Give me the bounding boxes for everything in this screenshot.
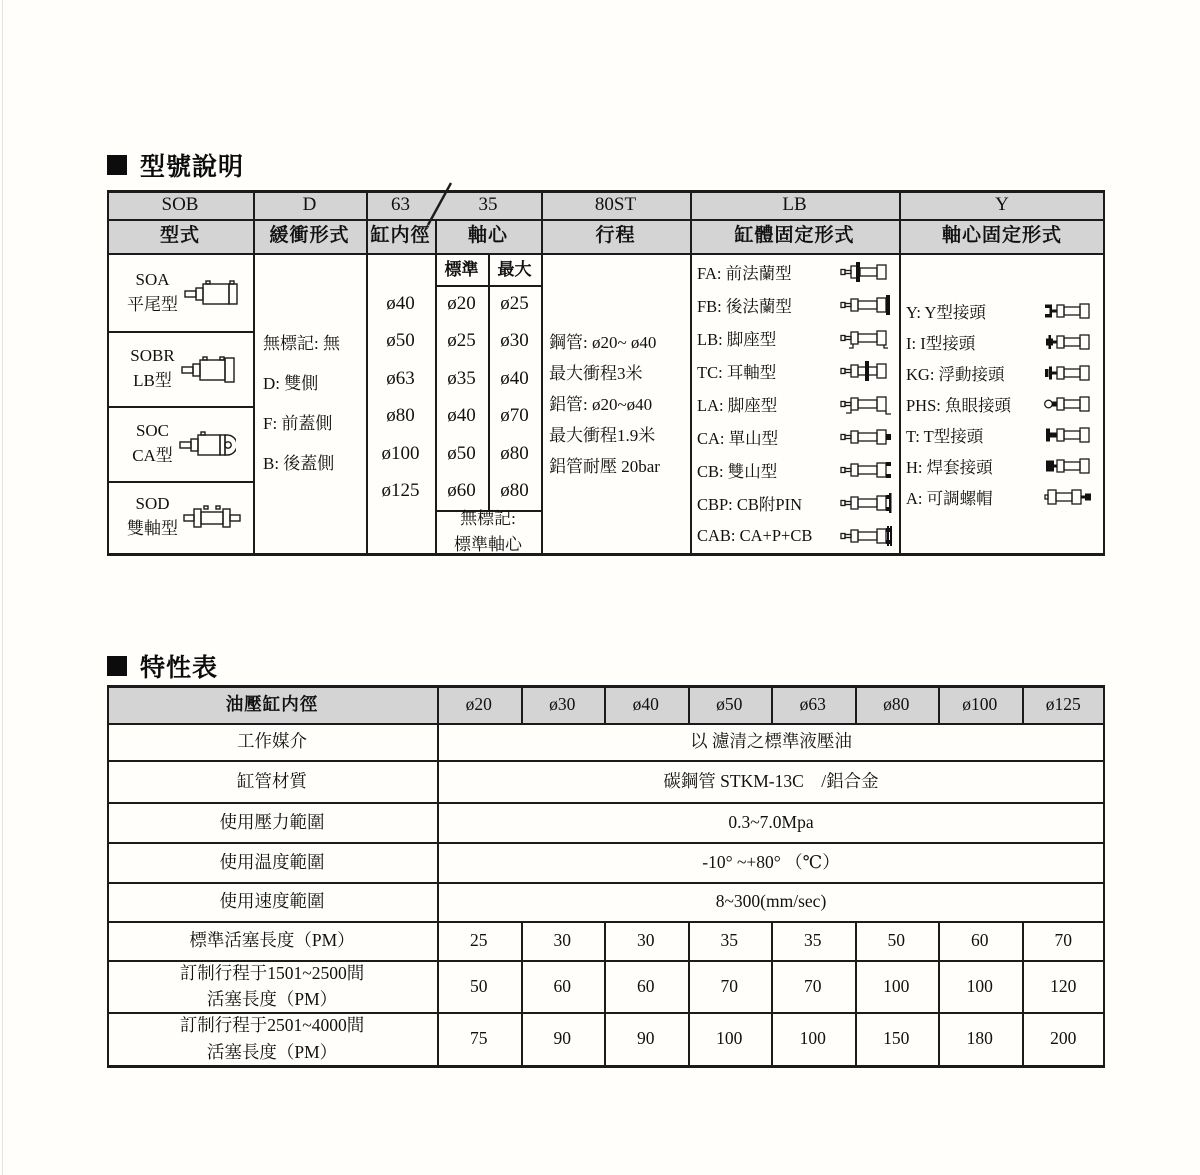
header-body-mount: 缸體固定形式 (734, 225, 855, 247)
spec-cell: 70 (804, 975, 822, 996)
body-mount-label: TC: 耳軸型 (697, 362, 777, 382)
type-row-sod (107, 481, 261, 553)
cb-double-clevis-icon (840, 458, 892, 482)
black-square-bullet-icon (107, 155, 127, 175)
shaft-standard-value: ø25 (447, 330, 476, 352)
rod-mount-label: Y: Y型接頭 (906, 303, 986, 322)
spec-row-label: 使用壓力範圍 (219, 811, 325, 832)
section-title-text: 特性表 (140, 654, 219, 682)
rod-mount-label: H: 焊套接頭 (906, 458, 993, 477)
rod-mount-row (899, 451, 1103, 482)
spec-row-value: 以 濾清之標準液壓油 (690, 731, 852, 752)
model-section-title (107, 147, 244, 183)
shaft-max-list (488, 285, 541, 510)
h-weld-sleeve-icon (1044, 454, 1096, 478)
body-mount-label: CAB: CA+P+CB (697, 526, 813, 546)
rod-mount-label: A: 可調螺帽 (906, 489, 993, 508)
spec-bore-col: ø63 (799, 693, 826, 714)
spec-bore-col: ø20 (465, 693, 492, 714)
spec-cell: 90 (637, 1028, 655, 1049)
shaft-note (435, 510, 541, 553)
spec-row-label: 缸管材質 (237, 770, 307, 791)
stroke-line: 鋁管耐壓 20bar (549, 456, 660, 476)
table-border (107, 553, 1105, 556)
header-cushion: 緩衝形式 (269, 225, 350, 247)
rod-mount-label: T: T型接頭 (906, 427, 984, 446)
shaft-max-header: 最大 (497, 260, 532, 280)
spec-row-value: 碳鋼管 STKM-13C /鋁合金 (663, 770, 879, 791)
la-foot-mount-icon (840, 392, 892, 416)
t-joint-icon (1044, 423, 1096, 447)
shaft-max-value: ø80 (500, 442, 529, 464)
tc-trunnion-icon (840, 359, 892, 383)
type-name: LB型 (133, 370, 172, 390)
cbp-clevis-pin-icon (840, 491, 892, 515)
rod-mount-label: PHS: 魚眼接頭 (906, 396, 1011, 415)
bore-size-list (366, 285, 435, 510)
shaft-standard-header: 標準 (444, 260, 479, 280)
spec-cell: 60 (637, 975, 655, 996)
i-joint-icon (1044, 330, 1096, 354)
spec-section-title (107, 648, 218, 684)
a-adjust-nut-icon (1044, 485, 1096, 509)
spec-cell: 180 (966, 1028, 993, 1049)
code-lb: LB (782, 193, 807, 215)
spec-row-label-line2: 活塞長度（PM） (206, 1041, 338, 1062)
spec-row-label: 使用速度範圍 (219, 891, 325, 912)
body-mount-row (690, 454, 899, 487)
type-row-soa (107, 255, 261, 331)
type-name: 平尾型 (127, 295, 178, 314)
type-name: CA型 (132, 445, 173, 465)
rod-mount-row (899, 482, 1103, 513)
stroke-line: 鋼管: ø20~ ø40 (549, 332, 657, 352)
bore-size: ø50 (386, 330, 415, 352)
model-number-table (107, 190, 1105, 556)
code-y: Y (995, 193, 1009, 215)
type-code: SOD (135, 494, 170, 514)
spec-row-label: 使用温度範圍 (219, 851, 325, 872)
header-bore: 缸内徑 (370, 225, 431, 247)
header-rod-mount: 軸心固定形式 (941, 225, 1062, 247)
stroke-line: 最大衝程1.9米 (549, 425, 656, 445)
code-80st: 80ST (594, 193, 637, 215)
body-mount-label: LA: 脚座型 (697, 395, 778, 415)
rod-mount-row (899, 327, 1103, 358)
spec-row-label-line1: 訂制行程于1501~2500間 (179, 962, 365, 983)
rod-mount-row (899, 358, 1103, 389)
stroke-info (541, 255, 690, 553)
shaft-note-line2: 標準軸心 (454, 534, 522, 554)
body-mount-label: CB: 雙山型 (697, 462, 778, 482)
code-sob: SOB (161, 193, 199, 215)
cushion-option: D: 雙側 (263, 374, 319, 393)
cushion-options (253, 255, 366, 553)
phs-fisheye-joint-icon (1044, 392, 1096, 416)
spec-row-label (107, 960, 437, 1012)
stroke-line: 鋁管: ø20~ø40 (549, 394, 653, 414)
code-35: 35 (478, 193, 498, 215)
spec-cell: 50 (470, 975, 488, 996)
bore-size: ø100 (381, 442, 420, 464)
soc-cylinder-icon (178, 428, 236, 460)
spec-row-value: -10° ~+80° （℃） (702, 851, 840, 872)
page-edge-line (2, 0, 3, 1175)
shaft-note-line1: 無標記: (460, 509, 516, 528)
spec-cell: 35 (720, 930, 738, 951)
rod-mount-row (899, 296, 1103, 327)
table-border (107, 1065, 1105, 1068)
rod-mount-row (899, 420, 1103, 451)
bore-size: ø40 (386, 292, 415, 314)
bore-size: ø125 (381, 480, 420, 502)
y-joint-icon (1044, 299, 1096, 323)
spec-cell: 100 (716, 1028, 743, 1049)
body-mount-label: CA: 單山型 (697, 429, 779, 449)
stroke-line: 最大衝程3米 (549, 363, 643, 383)
shaft-standard-value: ø60 (447, 480, 476, 502)
shaft-standard-value: ø50 (447, 442, 476, 464)
type-code: SOC (135, 420, 170, 440)
spec-bore-col: ø50 (716, 693, 743, 714)
spec-cell: 35 (804, 930, 822, 951)
body-mount-label: LB: 脚座型 (697, 329, 777, 349)
spec-cell: 25 (470, 930, 488, 951)
rod-mount-label: I: I型接頭 (906, 334, 976, 353)
spec-cell: 30 (553, 930, 571, 951)
body-mount-label: CBP: CB附PIN (697, 495, 802, 515)
sobr-cylinder-icon (180, 353, 238, 385)
body-mount-row (690, 321, 899, 354)
spec-cell: 200 (1050, 1028, 1077, 1049)
type-row-sobr (107, 331, 261, 406)
bore-size: ø63 (386, 367, 415, 389)
spec-row-label: 標準活塞長度（PM） (189, 930, 355, 951)
spec-row-label (107, 1012, 437, 1065)
spec-bore-col: ø40 (632, 693, 659, 714)
type-name: 雙軸型 (127, 519, 178, 538)
spec-cell: 100 (966, 975, 993, 996)
soa-cylinder-icon (183, 277, 241, 309)
spec-cell: 70 (720, 975, 738, 996)
kg-floating-joint-icon (1044, 361, 1096, 385)
shaft-max-value: ø80 (500, 480, 529, 502)
body-mount-list (690, 255, 899, 553)
shaft-max-value: ø25 (500, 292, 529, 314)
cushion-option: F: 前蓋側 (263, 414, 333, 433)
spec-bore-col: ø80 (883, 693, 910, 714)
spec-cell: 50 (887, 930, 905, 951)
lb-foot-mount-icon (840, 326, 892, 350)
section-title-text: 型號說明 (140, 153, 245, 181)
spec-row-value: 8~300(mm/sec) (715, 891, 827, 912)
type-code: SOBR (130, 345, 175, 365)
spec-bore-col: ø30 (549, 693, 576, 714)
ca-single-clevis-icon (840, 425, 892, 449)
code-d: D (302, 193, 317, 215)
spec-header-bore-label: 油壓缸内徑 (225, 693, 319, 714)
spec-cell: 90 (553, 1028, 571, 1049)
shaft-max-value: ø70 (500, 405, 529, 427)
spec-cell: 70 (1054, 930, 1072, 951)
spec-cell: 100 (883, 975, 910, 996)
rod-mount-label: KG: 浮動接頭 (906, 365, 1005, 384)
cushion-option: 無標記: 無 (263, 334, 340, 353)
body-mount-label: FA: 前法蘭型 (697, 263, 792, 283)
body-mount-label: FB: 後法蘭型 (697, 296, 792, 316)
shaft-max-value: ø30 (500, 330, 529, 352)
type-code: SOA (135, 270, 170, 290)
body-mount-row (690, 387, 899, 420)
body-mount-row (690, 255, 899, 288)
shaft-standard-value: ø35 (447, 367, 476, 389)
spec-row-label-line2: 活塞長度（PM） (206, 989, 338, 1009)
header-stroke: 行程 (595, 225, 636, 247)
header-shaft: 軸心 (467, 225, 508, 247)
body-mount-row (690, 354, 899, 387)
body-mount-row (690, 487, 899, 520)
body-mount-row (690, 288, 899, 321)
spec-cell: 75 (470, 1028, 488, 1049)
spec-bore-col: ø100 (962, 693, 998, 714)
spec-bore-col: ø125 (1045, 693, 1081, 714)
bore-size: ø80 (386, 405, 415, 427)
type-row-soc (107, 406, 261, 481)
spec-cell: 100 (799, 1028, 826, 1049)
spec-cell: 60 (553, 975, 571, 996)
shaft-max-value: ø40 (500, 367, 529, 389)
cab-clevis-combo-icon (840, 524, 892, 548)
body-mount-row (690, 421, 899, 454)
shaft-standard-value: ø40 (447, 405, 476, 427)
spec-cell: 150 (883, 1028, 910, 1049)
header-type: 型式 (159, 225, 200, 247)
black-square-bullet-icon (107, 656, 127, 676)
spec-table (107, 685, 1105, 1068)
spec-row-value: 0.3~7.0Mpa (728, 811, 814, 832)
shaft-standard-value: ø20 (447, 292, 476, 314)
fb-rear-flange-icon (840, 293, 892, 317)
spec-cell: 30 (637, 930, 655, 951)
spec-row-label-line1: 訂制行程于2501~4000間 (179, 1015, 365, 1036)
spec-cell: 120 (1050, 975, 1077, 996)
spec-row-label: 工作媒介 (237, 731, 307, 752)
spec-cell: 60 (971, 930, 989, 951)
shaft-standard-list (435, 285, 488, 510)
rod-mount-list (899, 255, 1103, 553)
code-63: 63 (391, 193, 410, 215)
body-mount-row (690, 520, 899, 553)
rod-mount-row (899, 389, 1103, 420)
sod-cylinder-icon (183, 501, 241, 533)
cushion-option: B: 後蓋側 (263, 454, 335, 473)
fa-front-flange-icon (840, 260, 892, 284)
